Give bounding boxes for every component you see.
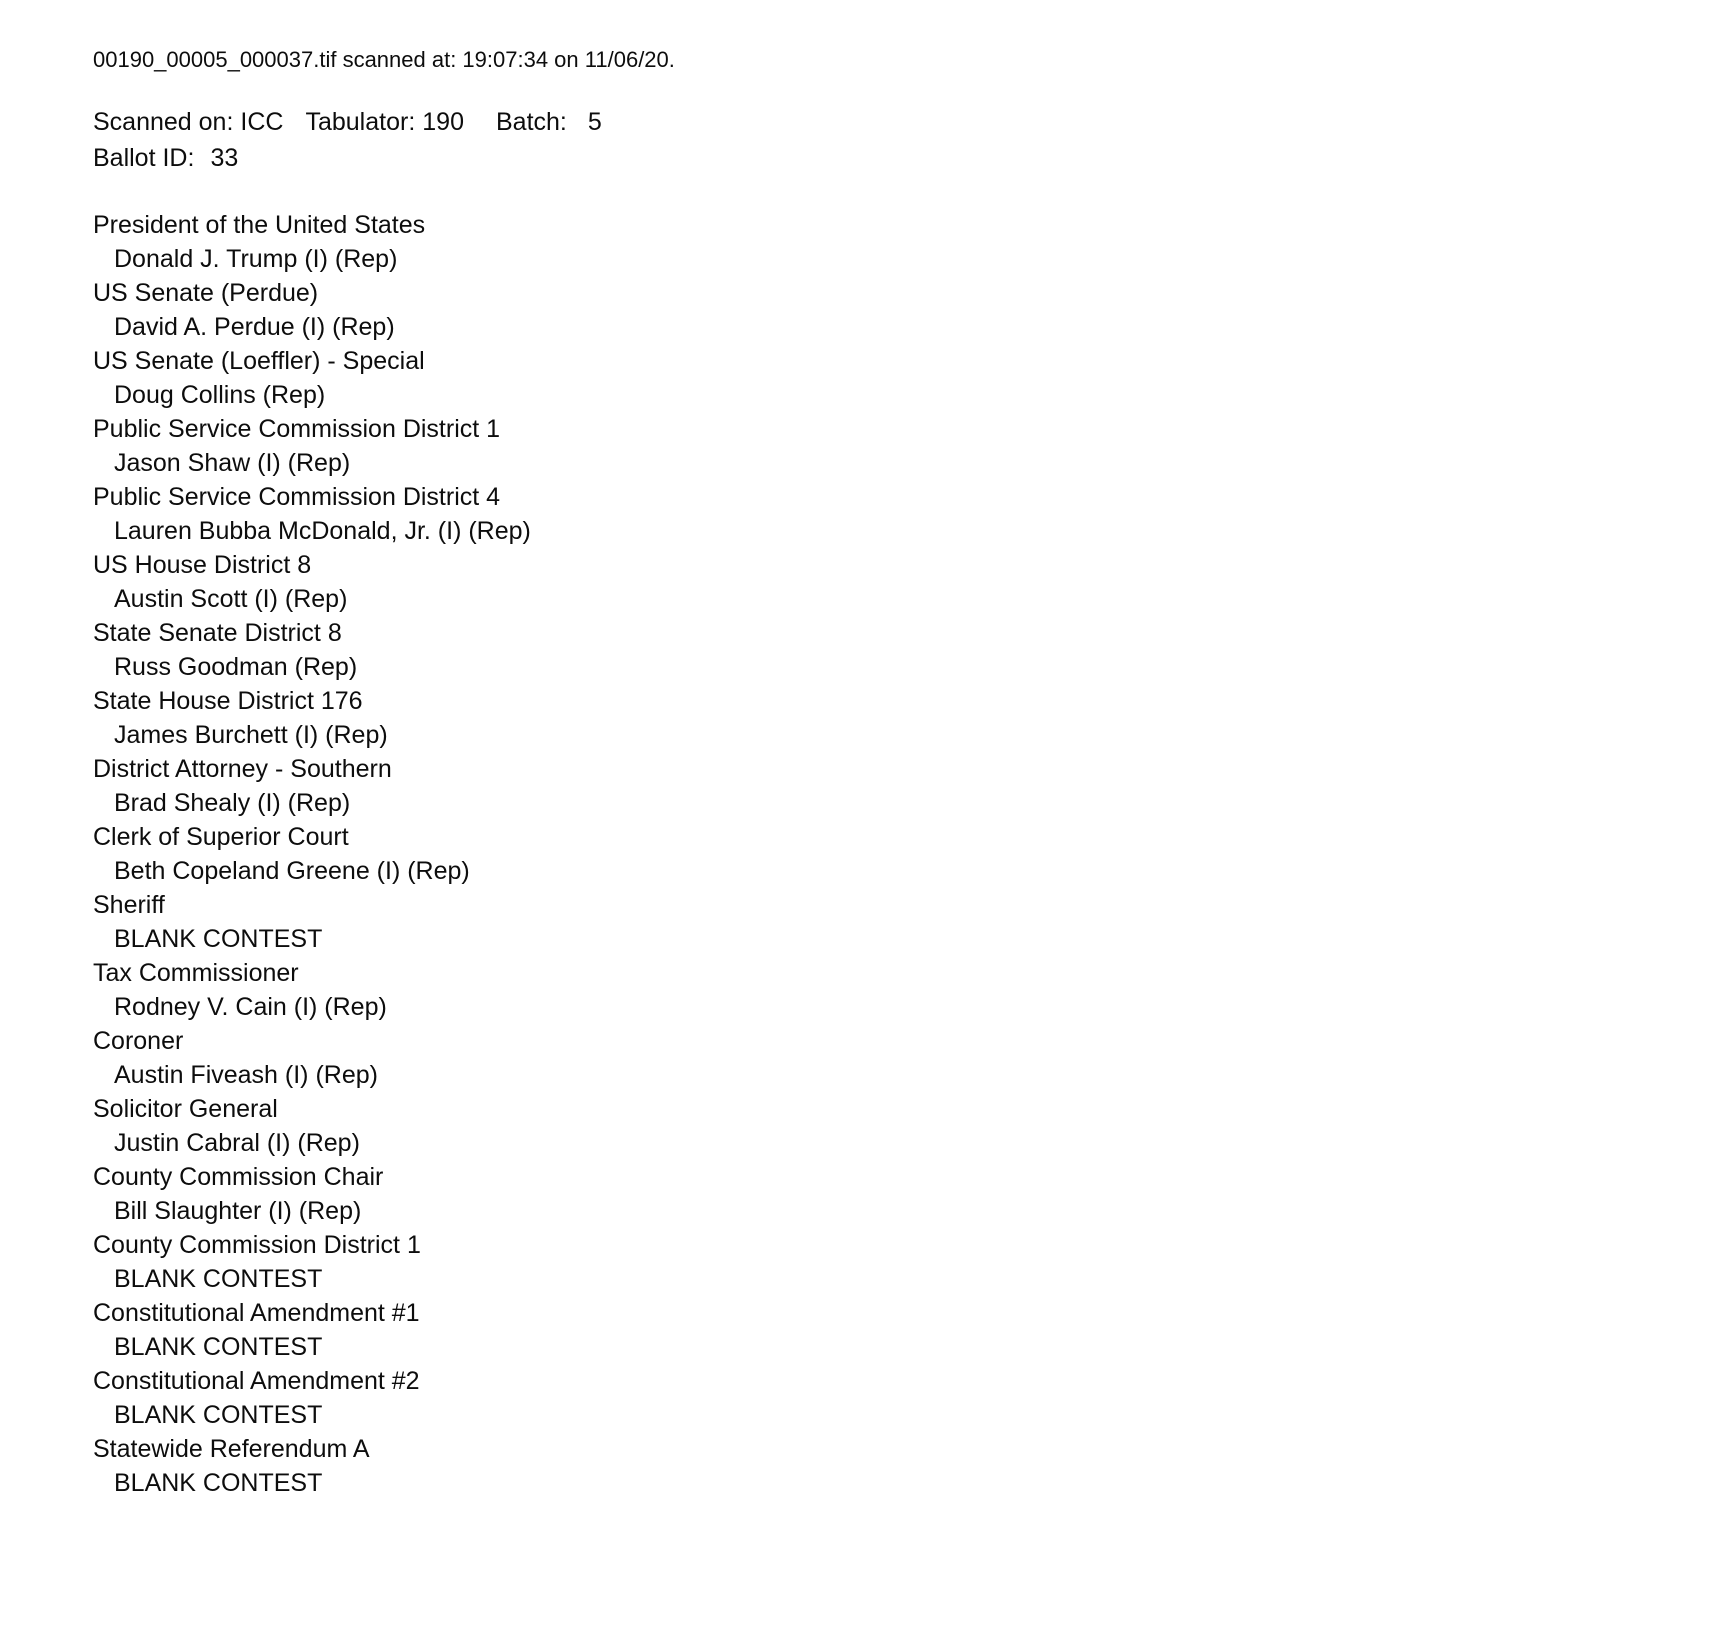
ballot-id-line <box>93 140 1649 176</box>
contest-title: US Senate (Perdue) <box>93 279 319 307</box>
contest-selection: Lauren Bubba McDonald, Jr. (I) (Rep) <box>114 517 531 545</box>
contest-list <box>93 208 1649 1500</box>
contest-selection: Doug Collins (Rep) <box>114 381 326 409</box>
contest-title: District Attorney - Southern <box>93 755 392 783</box>
batch-value: 5 <box>587 108 602 136</box>
contest-selection: BLANK CONTEST <box>114 925 323 953</box>
contest-title: Tax Commissioner <box>93 959 299 987</box>
tabulator-label: Tabulator: <box>305 108 416 136</box>
contest-row <box>93 684 1649 752</box>
contest-title: Constitutional Amendment #1 <box>93 1299 420 1327</box>
batch-label: Batch: <box>495 108 567 136</box>
contest-selection: BLANK CONTEST <box>114 1265 323 1293</box>
contest-row <box>93 208 1649 276</box>
contest-row <box>93 1296 1649 1364</box>
contest-title: Solicitor General <box>93 1095 278 1123</box>
contest-row <box>93 480 1649 548</box>
contest-row <box>93 1364 1649 1432</box>
contest-selection: BLANK CONTEST <box>114 1333 323 1361</box>
contest-title: County Commission Chair <box>93 1163 384 1191</box>
scan-meta-block <box>93 104 1649 176</box>
tabulator-value: 190 <box>422 108 464 136</box>
contest-title: US Senate (Loeffler) - Special <box>93 347 425 375</box>
contest-row <box>93 1024 1649 1092</box>
contest-title: US House District 8 <box>93 551 312 579</box>
ballot-id-label: Ballot ID: <box>93 144 195 172</box>
contest-row <box>93 276 1649 344</box>
contest-row <box>93 956 1649 1024</box>
contest-row <box>93 1228 1649 1296</box>
contest-row <box>93 888 1649 956</box>
contest-row <box>93 412 1649 480</box>
contest-row <box>93 344 1649 412</box>
contest-row <box>93 752 1649 820</box>
contest-title: Constitutional Amendment #2 <box>93 1367 420 1395</box>
contest-title: State Senate District 8 <box>93 619 342 647</box>
scanner-info-line <box>93 104 1649 140</box>
contest-row <box>93 616 1649 684</box>
ballot-id-value: 33 <box>210 144 239 172</box>
contest-selection: Beth Copeland Greene (I) (Rep) <box>114 857 470 885</box>
contest-selection: Donald J. Trump (I) (Rep) <box>114 245 398 273</box>
contest-selection: Justin Cabral (I) (Rep) <box>114 1129 360 1157</box>
contest-selection: Jason Shaw (I) (Rep) <box>114 449 351 477</box>
contest-title: Public Service Commission District 4 <box>93 483 501 511</box>
contest-selection: BLANK CONTEST <box>114 1401 323 1429</box>
contest-row <box>93 820 1649 888</box>
contest-selection: Austin Fiveash (I) (Rep) <box>114 1061 378 1089</box>
contest-title: Statewide Referendum A <box>93 1435 370 1463</box>
contest-title: Public Service Commission District 1 <box>93 415 501 443</box>
contest-selection: BLANK CONTEST <box>114 1469 323 1497</box>
contest-selection: Brad Shealy (I) (Rep) <box>114 789 351 817</box>
contest-selection: Russ Goodman (Rep) <box>114 653 358 681</box>
contest-row <box>93 548 1649 616</box>
scanned-on-value: ICC <box>240 108 284 136</box>
contest-row <box>93 1160 1649 1228</box>
scanned-on-label: Scanned on: <box>93 108 234 136</box>
scan-filename-line: 00190_00005_000037.tif scanned at: 19:07:34 on 11/06/20. <box>93 47 675 72</box>
contest-selection: Austin Scott (I) (Rep) <box>114 585 348 613</box>
contest-title: Coroner <box>93 1027 184 1055</box>
contest-title: County Commission District 1 <box>93 1231 421 1259</box>
contest-row <box>93 1432 1649 1500</box>
contest-selection: Bill Slaughter (I) (Rep) <box>114 1197 362 1225</box>
contest-selection: David A. Perdue (I) (Rep) <box>114 313 395 341</box>
contest-title: Clerk of Superior Court <box>93 823 349 851</box>
contest-selection: James Burchett (I) (Rep) <box>114 721 388 749</box>
contest-selection: Rodney V. Cain (I) (Rep) <box>114 993 387 1021</box>
contest-title: President of the United States <box>93 211 426 239</box>
contest-title: Sheriff <box>93 891 165 919</box>
contest-row <box>93 1092 1649 1160</box>
contest-title: State House District 176 <box>93 687 363 715</box>
